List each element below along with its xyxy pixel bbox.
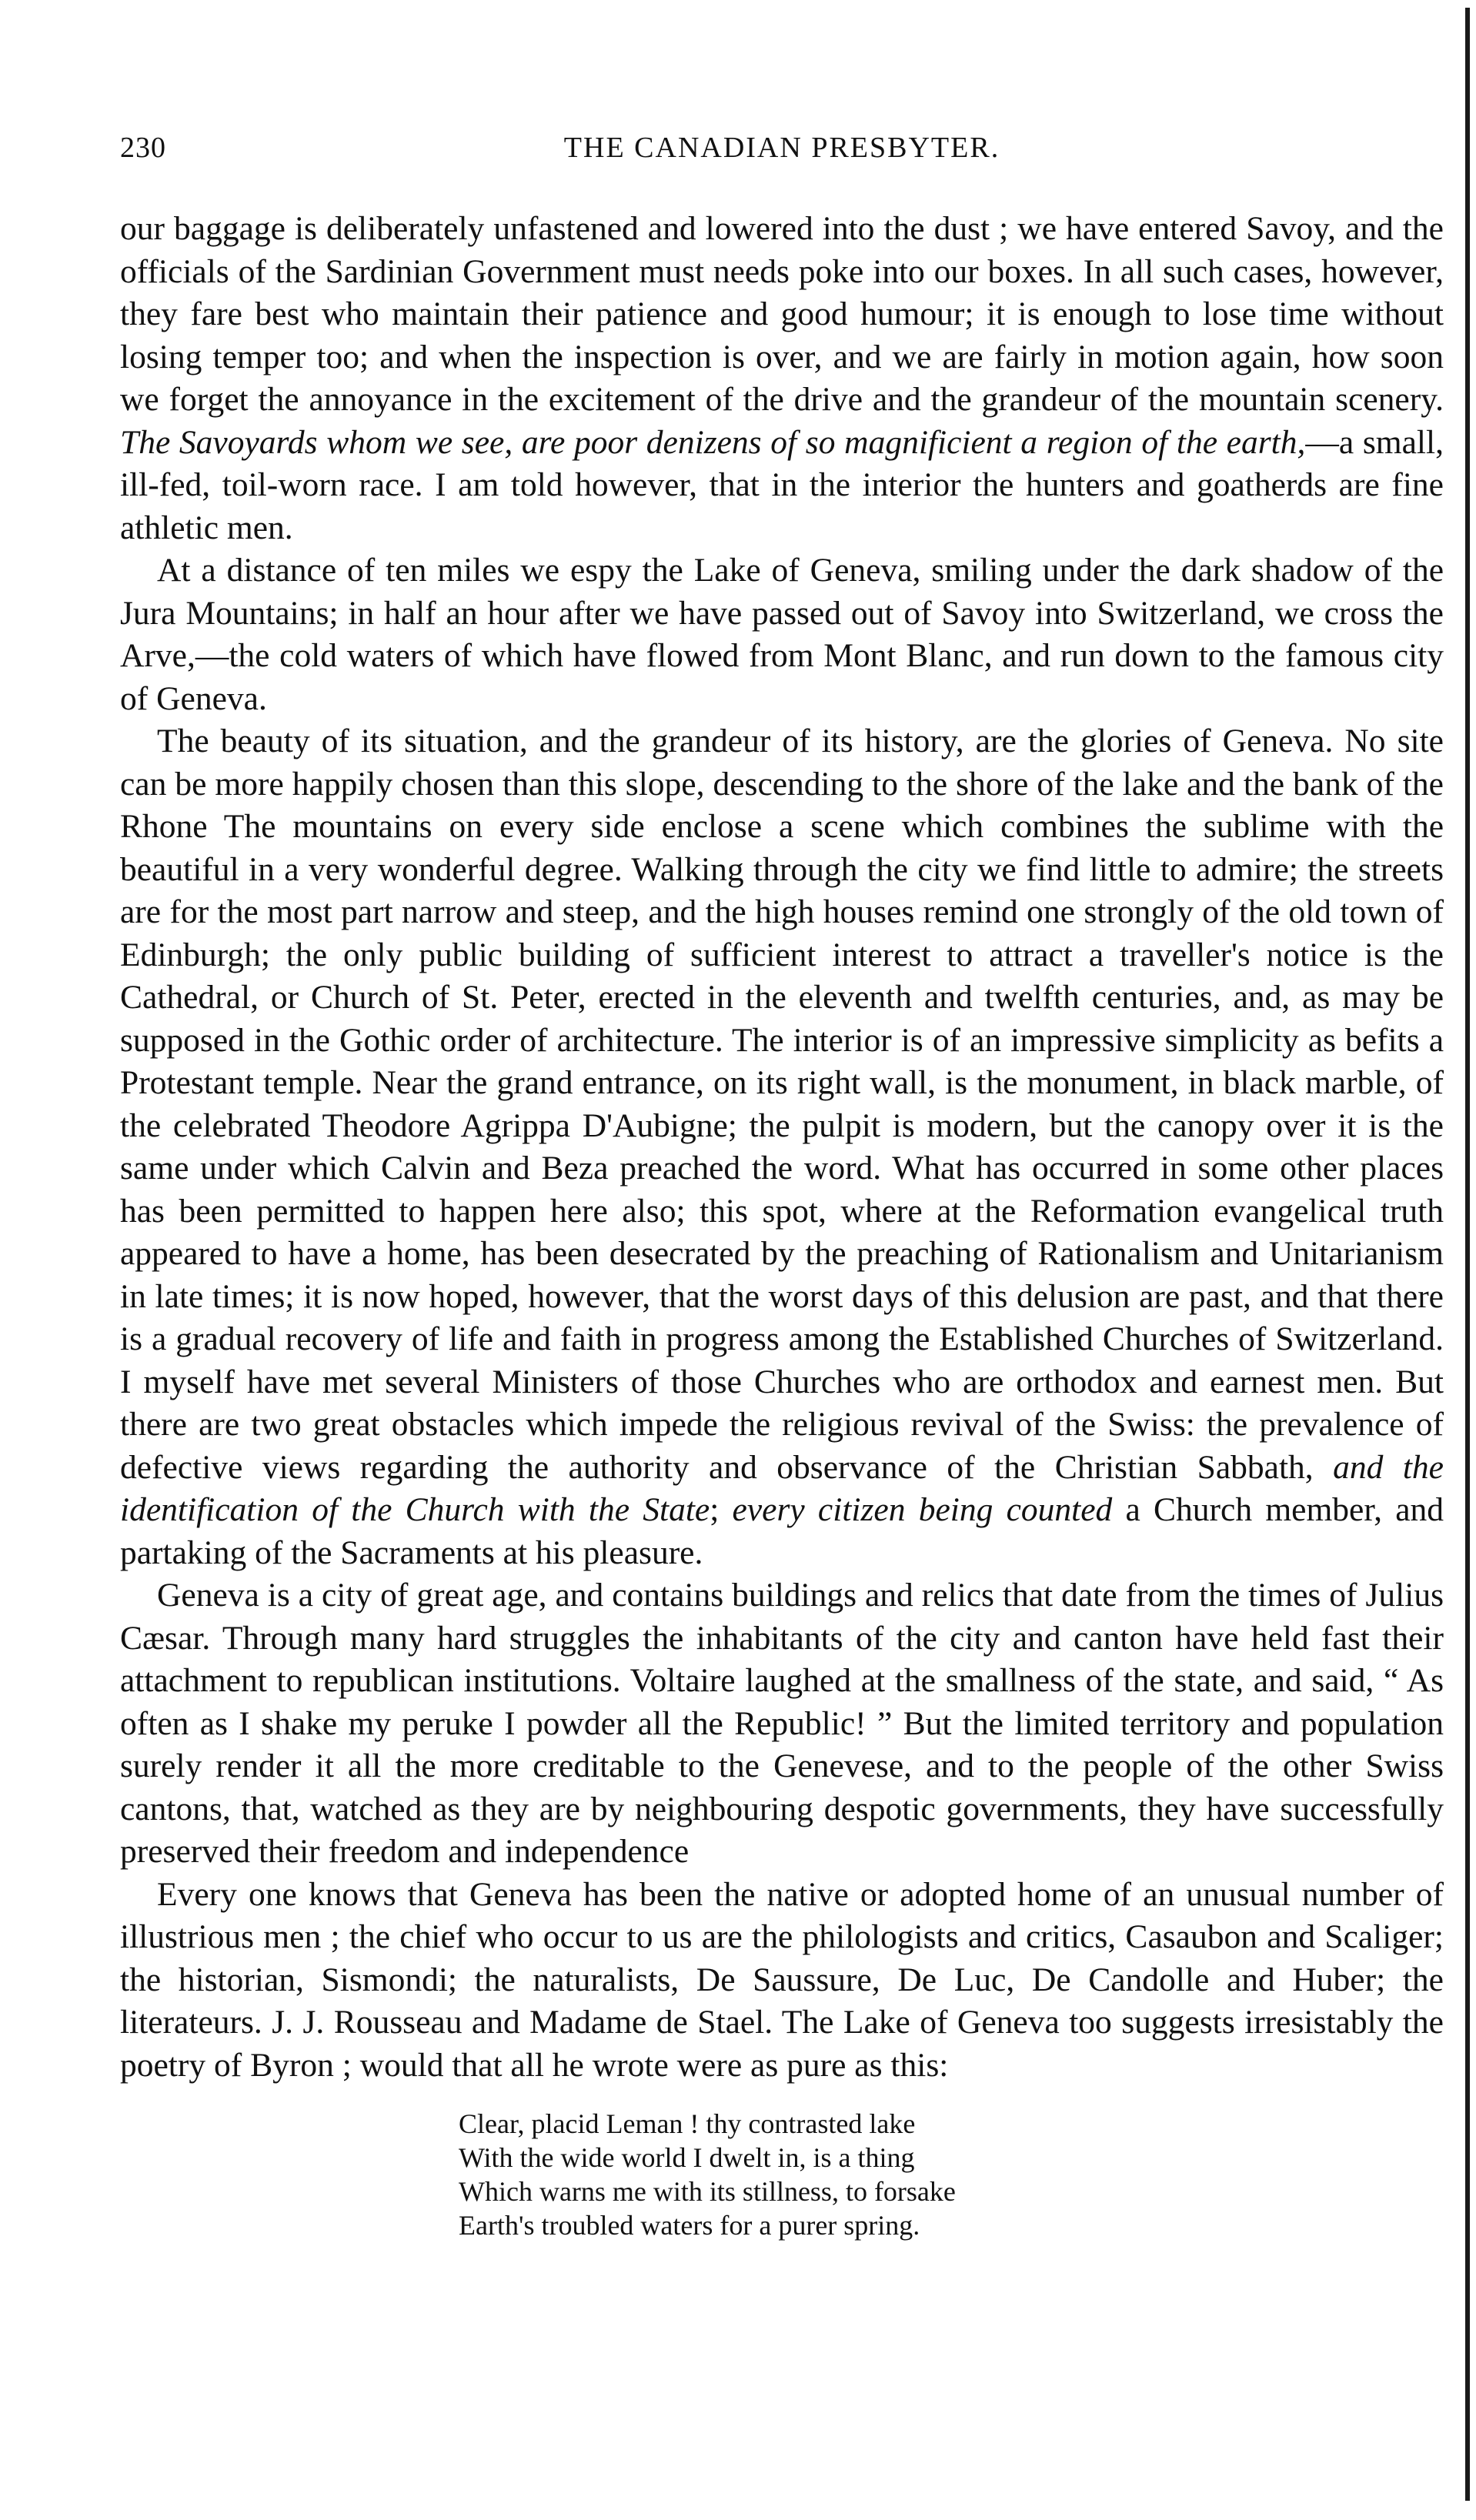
paragraph (120, 208, 1444, 549)
page-edge-rule (1465, 8, 1470, 2501)
poem-line: Clear, placid Leman ! thy contrasted lake (459, 2108, 916, 2139)
paragraph-text: our baggage is deliberately unfastened and lowered into the dust ; we have entered Savoy, and the officials of the Sardinian Government must needs poke into our boxes. In all such cases, however, they fare best who maintain their patience and good humour; it is enough to lose time without losing temper too; and when the inspection is over, and we are fairly in motion again, how soon we forget the annoyance in the excitement of the drive and the grandeur of the mountain scenery. (120, 210, 1444, 418)
page-header (120, 131, 1444, 177)
paragraph-text: a Church member, and partaking of the Sacraments at his pleasure. (120, 1491, 1444, 1571)
paragraph-text: The beauty of its situation, and the grandeur of its history, are the glories of Geneva. No site can be more happily chosen than this slope, descending to the shore of the lake and the bank of the Rhone The mountains on every side enclose a scene which combines the sublime with the beautiful in a very wonderful degree. Walking through the city we find little to admire; the streets are for the most part narrow and steep, and the high houses remind one strongly of the old town of Edinburgh; the only public building of sufficient interest to attract a traveller's notice is the Cathedral, or Church of St. Peter, erected in the eleventh and twelfth centuries, and, as may be supposed in the Gothic order of architecture. The interior is of an impressive simplicity as befits a Protestant temple. Near the grand entrance, on its right wall, is the monument, in black marble, of the celebrated Theodore Agrippa D'Aubigne; the pulpit is modern, but the canopy over it is the same under which Calvin and Beza preached the word. What has occurred in some other places has been permitted to happen here also; this spot, where at the Reformation evangelical truth appeared to have a home, has been desecrated by the preaching of Rationalism and Unitarianism in late times; it is now hoped, however, that the worst days of this delusion are past, and that there is a gradual recovery of life and faith in progress among the Established Churches of Switzerland. I myself have met several Ministers of those Churches who are orthodox and earnest men. But there are two great obstacles which impede the religious revival of the Swiss: the prevalence of defective views regarding the authority and observance of the Christian Sabbath, (120, 723, 1444, 1486)
poem-line: Earth's troubled waters for a purer spring. (459, 2210, 920, 2241)
poem-line: With the wide world I dwelt in, is a thing (459, 2142, 915, 2173)
paragraph-text: Every one knows that Geneva has been the native or adopted home of an unusual number of illustrious men ; the chief who occur to us are the philologists and critics, Casaubon and Scaliger; the historian, Sismondi; the naturalists, De Saussure, De Luc, De Candolle and Huber; the literateurs. J. J. Rousseau and Madame de Stael. The Lake of Geneva too suggests irresistably the poetry of Byron ; would that all he wrote were as pure as this: (120, 1875, 1444, 2084)
paragraph (120, 720, 1444, 1574)
paragraph-text: At a distance of ten miles we espy the Lake of Geneva, smiling under the dark shadow of the Jura Mountains; in half an hour after we have passed out of Savoy into Switzerland, we cross the Arve,—the cold waters of which have flowed from Mont Blanc, and run down to the famous city of Geneva. (120, 552, 1444, 717)
poem-line: Which warns me with its stillness, to forsake (459, 2176, 956, 2207)
document-page (120, 131, 1444, 2242)
italic-text: The Savoyards whom we see, are poor denizens of so magnificient a region of the earth, (120, 423, 1306, 461)
paragraph (120, 549, 1444, 720)
italic-text: and the identification of the Church with the State (120, 1448, 1444, 1528)
paragraph-text: ; (710, 1491, 733, 1528)
page-number: 230 (120, 132, 166, 164)
italic-text: every citizen being counted (732, 1491, 1113, 1528)
running-title: THE CANADIAN PRESBYTER. (563, 132, 1000, 164)
paragraph (120, 1574, 1444, 1874)
article-body (120, 208, 1444, 2087)
paragraph-text: —a small, ill-fed, toil-worn race. I am told however, that in the interior the hunters and goatherds are fine athletic men. (120, 423, 1444, 546)
poem-quotation (459, 2107, 1444, 2242)
paragraph-text: Geneva is a city of great age, and contains buildings and relics that date from the times of Julius Cæsar. Through many hard struggles the inhabitants of the city and canton have held fast their attachment to republican institutions. Voltaire laughed at the smallness of the state, and said, “ As often as I shake my peruke I powder all the Republic! ” But the limited territory and population surely render it all the more creditable to the Genevese, and to the people of the other Swiss cantons, that, watched as they are by neighbouring despotic governments, they have successfully preserved their freedom and independence (120, 1577, 1444, 1870)
paragraph (120, 1874, 1444, 2088)
